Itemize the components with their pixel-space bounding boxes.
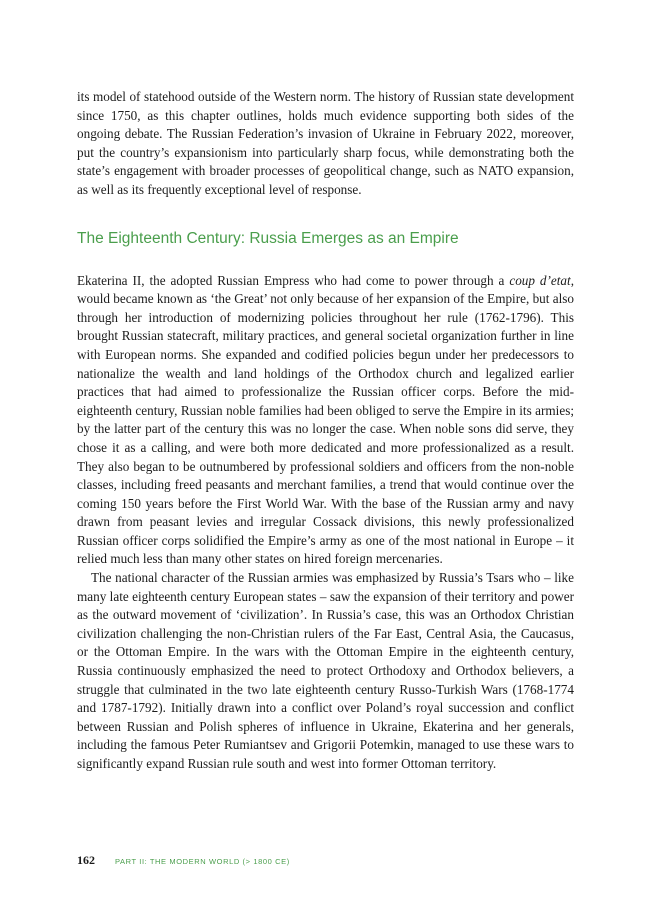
intro-paragraph: its model of statehood outside of the Western norm. The history of Russian state development since 1750, as this chapter outlines, holds much evidence supporting both sides of the ongoing debate. The Russian Federation’s invasion of Ukraine in February 2022, moreover, put the country’s expansionism into particularly sharp focus, while demonstrating both the state’s engagement with broader processes of geopolitical change, such as NATO expansion, as well as its frequently exceptional level of response. (77, 89, 574, 197)
page-footer (77, 853, 290, 868)
section-heading: The Eighteenth Century: Russia Emerges as an Empire (77, 229, 459, 247)
body-paragraph-2: The national character of the Russian armies was emphasized by Russia’s Tsars who – like many late eighteenth century European states – saw the expansion of their territory and power as the outward movement of ‘civilization’. In Russia’s case, this was an Orthodox Christian civilization challenging the non-Christian rulers of the Far East, Central Asia, the Caucasus, or the Ottoman Empire. In the wars with the Ottoman Empire in the eighteenth century, Russia continuously emphasized the need to protect Orthodoxy and Orthodox believers, a struggle that culminated in the two late eighteenth century Russo-Turkish Wars (1768-1774 and 1787-1792). Initially drawn into a conflict over Poland’s royal succession and conflict between Russian and Polish spheres of influence in Ukraine, Ekaterina and her generals, including the famous Peter Rumiantsev and Grigorii Potemkin, managed to use these wars to significantly expand Russian rule south and west into former Ottoman territory. (77, 570, 574, 771)
paragraph-1-italic-term: coup d’etat (509, 272, 571, 288)
running-head: PART II: THE MODERN WORLD (> 1800 CE) (115, 857, 290, 866)
paragraph-1-text-rest: , would became known as ‘the Great’ not only because of her expansion of the Empire, but also through her introduction of modernizing policies throughout her rule (1762-1796). This brought Russian statecraft, military practices, and general societal organization further in line with European norms. She expanded and codified policies begun under her predecessors to nationalize the wealth and land holdings of the Orthodox church and legalized earlier practices that had aimed to professionalize the Russian officer corps. Before the mid-eighteenth century, Russian noble families had been obliged to serve the Empire in its armies; by the latter part of the century this was no longer the case. When noble sons did serve, they chose it as a calling, and were both more dedicated and more professionalized as a result. They also began to be outnumbered by professional soldiers and officers from the non-noble classes, including freed peasants and merchant families, a trend that would continue over the coming 150 years before the First World War. With the base of the Russian army and navy drawn from peasant levies and irregular Cossack divisions, this newly professionalized Russian officer corps solidified the Empire’s army as one of the most national in Europe – it relied much less than many other states on hired foreign mercenaries. (77, 272, 574, 567)
page-number: 162 (77, 853, 95, 867)
body-paragraph-1 (77, 272, 574, 570)
paragraph-1-text-start: Ekaterina II, the adopted Russian Empress who had come to power through a (77, 272, 510, 288)
page-body (77, 88, 574, 774)
